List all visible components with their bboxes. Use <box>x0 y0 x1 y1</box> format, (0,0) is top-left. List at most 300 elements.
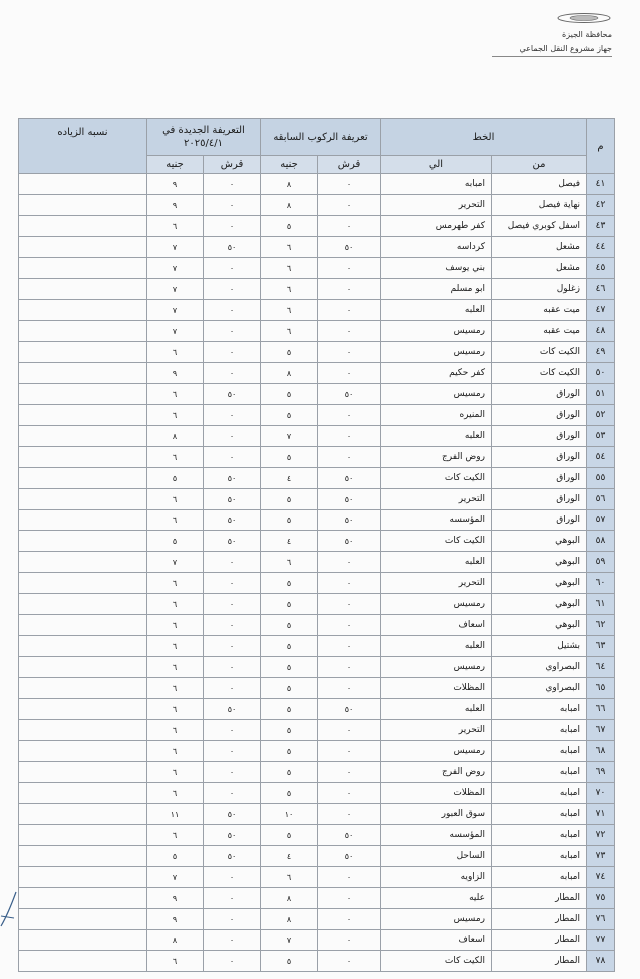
from-cell: الوراق <box>492 426 587 447</box>
to-cell: روض الفرج <box>381 447 492 468</box>
old-pound-cell: ٤ <box>261 531 318 552</box>
increase-cell <box>19 300 147 321</box>
from-cell: امبابه <box>492 762 587 783</box>
from-cell: الكيت كات <box>492 363 587 384</box>
from-cell: الوراق <box>492 447 587 468</box>
new-pound-cell: ٦ <box>147 615 204 636</box>
new-piaster-cell: ٥٠ <box>204 237 261 258</box>
old-piaster-cell: ٠ <box>318 405 381 426</box>
table-row <box>19 636 615 657</box>
table-row <box>19 804 615 825</box>
old-piaster-cell: ٠ <box>318 909 381 930</box>
header-old-pound: جنيه <box>261 156 318 174</box>
table-row <box>19 720 615 741</box>
header-new-pound: جنيه <box>147 156 204 174</box>
old-piaster-cell: ٠ <box>318 657 381 678</box>
from-cell: امبابه <box>492 783 587 804</box>
old-pound-cell: ٥ <box>261 720 318 741</box>
from-cell: المطار <box>492 909 587 930</box>
table-row <box>19 174 615 195</box>
new-pound-cell: ٩ <box>147 195 204 216</box>
to-cell: بني يوسف <box>381 258 492 279</box>
new-piaster-cell: ٠ <box>204 678 261 699</box>
old-piaster-cell: ٠ <box>318 636 381 657</box>
increase-cell <box>19 489 147 510</box>
to-cell: التحرير <box>381 720 492 741</box>
old-piaster-cell: ٠ <box>318 594 381 615</box>
row-number: ٥٧ <box>587 510 615 531</box>
from-cell: امبابه <box>492 741 587 762</box>
increase-cell <box>19 510 147 531</box>
to-cell: رمسيس <box>381 384 492 405</box>
from-cell: امبابه <box>492 846 587 867</box>
header-new-fare: التعريفة الجديدة في ٢٠٢٥/٤/١ <box>147 119 261 156</box>
table-row <box>19 552 615 573</box>
new-piaster-cell: ٠ <box>204 657 261 678</box>
to-cell: المظلات <box>381 783 492 804</box>
to-cell: المظلات <box>381 678 492 699</box>
new-piaster-cell: ٠ <box>204 741 261 762</box>
old-pound-cell: ٥ <box>261 783 318 804</box>
old-piaster-cell: ٠ <box>318 888 381 909</box>
old-pound-cell: ٥ <box>261 594 318 615</box>
old-pound-cell: ٥ <box>261 447 318 468</box>
row-number: ٥٩ <box>587 552 615 573</box>
new-pound-cell: ٦ <box>147 678 204 699</box>
emblem-icon <box>556 12 612 24</box>
row-number: ٤٥ <box>587 258 615 279</box>
new-pound-cell: ٦ <box>147 216 204 237</box>
table-row <box>19 384 615 405</box>
old-pound-cell: ٥ <box>261 573 318 594</box>
from-cell: فيصل <box>492 174 587 195</box>
row-number: ٤٦ <box>587 279 615 300</box>
new-piaster-cell: ٠ <box>204 615 261 636</box>
to-cell: التحرير <box>381 195 492 216</box>
new-pound-cell: ٧ <box>147 867 204 888</box>
new-piaster-cell: ٠ <box>204 216 261 237</box>
old-piaster-cell: ٥٠ <box>318 468 381 489</box>
letterhead-governorate: محافظة الجيزة <box>562 30 612 39</box>
to-cell: عليه <box>381 888 492 909</box>
table-row <box>19 699 615 720</box>
old-piaster-cell: ٠ <box>318 258 381 279</box>
new-pound-cell: ٨ <box>147 426 204 447</box>
old-piaster-cell: ٠ <box>318 951 381 972</box>
new-pound-cell: ٥ <box>147 531 204 552</box>
to-cell: اسعاف <box>381 615 492 636</box>
old-piaster-cell: ٠ <box>318 342 381 363</box>
old-piaster-cell: ٠ <box>318 930 381 951</box>
header-old-fare: تعريفة الركوب السابقه <box>261 119 381 156</box>
header-increase: نسبه الزياده <box>19 119 147 174</box>
new-pound-cell: ٦ <box>147 447 204 468</box>
from-cell: المطار <box>492 888 587 909</box>
table-row <box>19 321 615 342</box>
row-number: ٧٧ <box>587 930 615 951</box>
new-pound-cell: ٦ <box>147 384 204 405</box>
old-piaster-cell: ٠ <box>318 867 381 888</box>
table-row <box>19 468 615 489</box>
row-number: ٤٢ <box>587 195 615 216</box>
new-pound-cell: ٧ <box>147 237 204 258</box>
to-cell: المؤسسه <box>381 510 492 531</box>
from-cell: الوراق <box>492 384 587 405</box>
to-cell: العلبه <box>381 300 492 321</box>
table-row <box>19 825 615 846</box>
row-number: ٧٥ <box>587 888 615 909</box>
row-number: ٥٦ <box>587 489 615 510</box>
from-cell: البوهي <box>492 552 587 573</box>
table-row <box>19 258 615 279</box>
from-cell: بشتيل <box>492 636 587 657</box>
from-cell: ميت عقبه <box>492 321 587 342</box>
new-pound-cell: ٧ <box>147 300 204 321</box>
old-pound-cell: ٧ <box>261 426 318 447</box>
new-piaster-cell: ٠ <box>204 594 261 615</box>
to-cell: رمسيس <box>381 321 492 342</box>
increase-cell <box>19 741 147 762</box>
increase-cell <box>19 615 147 636</box>
old-pound-cell: ٦ <box>261 300 318 321</box>
to-cell: العلبه <box>381 636 492 657</box>
old-piaster-cell: ٠ <box>318 762 381 783</box>
new-piaster-cell: ٠ <box>204 552 261 573</box>
increase-cell <box>19 447 147 468</box>
header-old-piaster: قرش <box>318 156 381 174</box>
old-pound-cell: ٥ <box>261 762 318 783</box>
new-pound-cell: ٧ <box>147 321 204 342</box>
row-number: ٦٩ <box>587 762 615 783</box>
old-pound-cell: ١٠ <box>261 804 318 825</box>
to-cell: العلبه <box>381 699 492 720</box>
old-pound-cell: ٦ <box>261 321 318 342</box>
new-pound-cell: ٦ <box>147 573 204 594</box>
increase-cell <box>19 720 147 741</box>
new-pound-cell: ٦ <box>147 657 204 678</box>
table-row <box>19 531 615 552</box>
old-piaster-cell: ٠ <box>318 552 381 573</box>
new-piaster-cell: ٠ <box>204 720 261 741</box>
increase-cell <box>19 384 147 405</box>
table-row <box>19 300 615 321</box>
old-piaster-cell: ٠ <box>318 804 381 825</box>
table-row <box>19 867 615 888</box>
new-piaster-cell: ٠ <box>204 321 261 342</box>
old-pound-cell: ٤ <box>261 468 318 489</box>
new-piaster-cell: ٠ <box>204 909 261 930</box>
old-piaster-cell: ٥٠ <box>318 237 381 258</box>
old-pound-cell: ٨ <box>261 363 318 384</box>
increase-cell <box>19 363 147 384</box>
old-piaster-cell: ٠ <box>318 363 381 384</box>
from-cell: الوراق <box>492 468 587 489</box>
to-cell: الكيت كات <box>381 531 492 552</box>
new-pound-cell: ٨ <box>147 930 204 951</box>
new-pound-cell: ٦ <box>147 510 204 531</box>
new-pound-cell: ٦ <box>147 951 204 972</box>
to-cell: الكيت كات <box>381 468 492 489</box>
old-piaster-cell: ٥٠ <box>318 384 381 405</box>
header-from: من <box>492 156 587 174</box>
table-row <box>19 279 615 300</box>
fares-table <box>18 118 615 972</box>
new-pound-cell: ٦ <box>147 699 204 720</box>
header-line: الخط <box>381 119 587 156</box>
row-number: ٥٢ <box>587 405 615 426</box>
to-cell: كفر حكيم <box>381 363 492 384</box>
from-cell: مشعل <box>492 237 587 258</box>
increase-cell <box>19 825 147 846</box>
from-cell: البوهي <box>492 531 587 552</box>
to-cell: سوق العبور <box>381 804 492 825</box>
row-number: ٥٨ <box>587 531 615 552</box>
increase-cell <box>19 216 147 237</box>
row-number: ٥٠ <box>587 363 615 384</box>
old-piaster-cell: ٠ <box>318 321 381 342</box>
to-cell: المنيره <box>381 405 492 426</box>
to-cell: روض الفرج <box>381 762 492 783</box>
new-piaster-cell: ٠ <box>204 783 261 804</box>
to-cell: اسعاف <box>381 930 492 951</box>
new-piaster-cell: ٠ <box>204 888 261 909</box>
row-number: ٦٣ <box>587 636 615 657</box>
table-row <box>19 489 615 510</box>
old-pound-cell: ٦ <box>261 867 318 888</box>
old-pound-cell: ٥ <box>261 825 318 846</box>
row-number: ٦٨ <box>587 741 615 762</box>
old-pound-cell: ٨ <box>261 909 318 930</box>
increase-cell <box>19 552 147 573</box>
old-pound-cell: ٥ <box>261 489 318 510</box>
row-number: ٧١ <box>587 804 615 825</box>
new-piaster-cell: ٠ <box>204 867 261 888</box>
to-cell: الكيت كات <box>381 951 492 972</box>
increase-cell <box>19 258 147 279</box>
old-piaster-cell: ٠ <box>318 783 381 804</box>
new-piaster-cell: ٠ <box>204 447 261 468</box>
new-piaster-cell: ٠ <box>204 930 261 951</box>
row-number: ٤٧ <box>587 300 615 321</box>
to-cell: رمسيس <box>381 657 492 678</box>
to-cell: التحرير <box>381 489 492 510</box>
row-number: ٧٣ <box>587 846 615 867</box>
new-pound-cell: ٦ <box>147 405 204 426</box>
to-cell: رمسيس <box>381 741 492 762</box>
increase-cell <box>19 405 147 426</box>
new-piaster-cell: ٠ <box>204 636 261 657</box>
old-pound-cell: ٦ <box>261 279 318 300</box>
table-row <box>19 888 615 909</box>
table-header-row-1 <box>19 119 615 156</box>
row-number: ٦٤ <box>587 657 615 678</box>
old-piaster-cell: ٠ <box>318 615 381 636</box>
row-number: ٥١ <box>587 384 615 405</box>
increase-cell <box>19 951 147 972</box>
row-number: ٦٢ <box>587 615 615 636</box>
table-row <box>19 951 615 972</box>
old-pound-cell: ٥ <box>261 342 318 363</box>
row-number: ٦٧ <box>587 720 615 741</box>
new-pound-cell: ٦ <box>147 762 204 783</box>
new-piaster-cell: ٥٠ <box>204 804 261 825</box>
old-pound-cell: ٥ <box>261 384 318 405</box>
table-row <box>19 216 615 237</box>
old-piaster-cell: ٥٠ <box>318 531 381 552</box>
new-pound-cell: ٦ <box>147 594 204 615</box>
increase-cell <box>19 426 147 447</box>
from-cell: البوهي <box>492 615 587 636</box>
from-cell: المطار <box>492 930 587 951</box>
to-cell: العلبه <box>381 552 492 573</box>
old-piaster-cell: ٠ <box>318 195 381 216</box>
old-pound-cell: ٥ <box>261 615 318 636</box>
old-pound-cell: ٤ <box>261 846 318 867</box>
new-pound-cell: ١١ <box>147 804 204 825</box>
old-piaster-cell: ٠ <box>318 720 381 741</box>
to-cell: امبابه <box>381 174 492 195</box>
table-row <box>19 615 615 636</box>
old-pound-cell: ٥ <box>261 510 318 531</box>
row-number: ٥٥ <box>587 468 615 489</box>
row-number: ٦٥ <box>587 678 615 699</box>
table-row <box>19 930 615 951</box>
new-pound-cell: ٦ <box>147 342 204 363</box>
new-piaster-cell: ٥٠ <box>204 384 261 405</box>
increase-cell <box>19 174 147 195</box>
old-piaster-cell: ٠ <box>318 678 381 699</box>
increase-cell <box>19 783 147 804</box>
new-piaster-cell: ٠ <box>204 573 261 594</box>
old-piaster-cell: ٠ <box>318 216 381 237</box>
header-num: م <box>587 119 615 174</box>
from-cell: امبابه <box>492 804 587 825</box>
old-piaster-cell: ٥٠ <box>318 489 381 510</box>
old-pound-cell: ٥ <box>261 657 318 678</box>
new-piaster-cell: ٠ <box>204 174 261 195</box>
table-row <box>19 237 615 258</box>
new-pound-cell: ٦ <box>147 783 204 804</box>
new-piaster-cell: ٠ <box>204 300 261 321</box>
to-cell: التحرير <box>381 573 492 594</box>
new-pound-cell: ٥ <box>147 468 204 489</box>
increase-cell <box>19 342 147 363</box>
row-number: ٥٣ <box>587 426 615 447</box>
new-pound-cell: ٦ <box>147 741 204 762</box>
from-cell: اسفل كوبري فيصل <box>492 216 587 237</box>
increase-cell <box>19 195 147 216</box>
from-cell: البصراوي <box>492 678 587 699</box>
to-cell: ابو مسلم <box>381 279 492 300</box>
table-row <box>19 783 615 804</box>
old-pound-cell: ٧ <box>261 930 318 951</box>
new-piaster-cell: ٠ <box>204 279 261 300</box>
to-cell: الزاويه <box>381 867 492 888</box>
row-number: ٤٣ <box>587 216 615 237</box>
increase-cell <box>19 930 147 951</box>
row-number: ٤٩ <box>587 342 615 363</box>
from-cell: الوراق <box>492 405 587 426</box>
table-row <box>19 447 615 468</box>
from-cell: ميت عقبه <box>492 300 587 321</box>
new-pound-cell: ٩ <box>147 888 204 909</box>
new-piaster-cell: ٥٠ <box>204 468 261 489</box>
new-piaster-cell: ٠ <box>204 363 261 384</box>
pen-stroke-mark <box>0 888 18 928</box>
to-cell: رمسيس <box>381 909 492 930</box>
increase-cell <box>19 657 147 678</box>
new-piaster-cell: ٠ <box>204 426 261 447</box>
old-pound-cell: ٥ <box>261 741 318 762</box>
row-number: ٧٦ <box>587 909 615 930</box>
row-number: ٧٢ <box>587 825 615 846</box>
increase-cell <box>19 762 147 783</box>
old-piaster-cell: ٠ <box>318 741 381 762</box>
new-piaster-cell: ٠ <box>204 342 261 363</box>
row-number: ٦١ <box>587 594 615 615</box>
new-pound-cell: ٦ <box>147 825 204 846</box>
from-cell: الوراق <box>492 489 587 510</box>
letterhead-agency: جهاز مشروع النقل الجماعي <box>492 42 612 57</box>
old-pound-cell: ٨ <box>261 888 318 909</box>
new-pound-cell: ٦ <box>147 636 204 657</box>
increase-cell <box>19 237 147 258</box>
from-cell: امبابه <box>492 825 587 846</box>
from-cell: مشعل <box>492 258 587 279</box>
increase-cell <box>19 321 147 342</box>
new-piaster-cell: ٥٠ <box>204 510 261 531</box>
old-pound-cell: ٥ <box>261 678 318 699</box>
old-pound-cell: ٥ <box>261 699 318 720</box>
header-new-piaster: قرش <box>204 156 261 174</box>
new-pound-cell: ٧ <box>147 279 204 300</box>
table-row <box>19 909 615 930</box>
table-row <box>19 657 615 678</box>
old-piaster-cell: ٠ <box>318 279 381 300</box>
new-pound-cell: ٦ <box>147 720 204 741</box>
row-number: ٧٤ <box>587 867 615 888</box>
new-piaster-cell: ٠ <box>204 258 261 279</box>
increase-cell <box>19 573 147 594</box>
old-pound-cell: ٥ <box>261 405 318 426</box>
to-cell: رمسيس <box>381 342 492 363</box>
new-pound-cell: ٧ <box>147 552 204 573</box>
table-row <box>19 741 615 762</box>
row-number: ٤١ <box>587 174 615 195</box>
old-piaster-cell: ٥٠ <box>318 846 381 867</box>
new-pound-cell: ٩ <box>147 363 204 384</box>
from-cell: المطار <box>492 951 587 972</box>
to-cell: كرداسه <box>381 237 492 258</box>
new-piaster-cell: ٠ <box>204 405 261 426</box>
old-piaster-cell: ٥٠ <box>318 825 381 846</box>
old-pound-cell: ٦ <box>261 258 318 279</box>
old-piaster-cell: ٥٠ <box>318 699 381 720</box>
to-cell: العلبه <box>381 426 492 447</box>
increase-cell <box>19 678 147 699</box>
from-cell: الوراق <box>492 510 587 531</box>
row-number: ٥٤ <box>587 447 615 468</box>
new-piaster-cell: ٥٠ <box>204 846 261 867</box>
old-piaster-cell: ٠ <box>318 300 381 321</box>
table-row <box>19 342 615 363</box>
table-row <box>19 594 615 615</box>
old-pound-cell: ٦ <box>261 237 318 258</box>
increase-cell <box>19 888 147 909</box>
increase-cell <box>19 594 147 615</box>
table-row <box>19 426 615 447</box>
new-pound-cell: ٩ <box>147 174 204 195</box>
